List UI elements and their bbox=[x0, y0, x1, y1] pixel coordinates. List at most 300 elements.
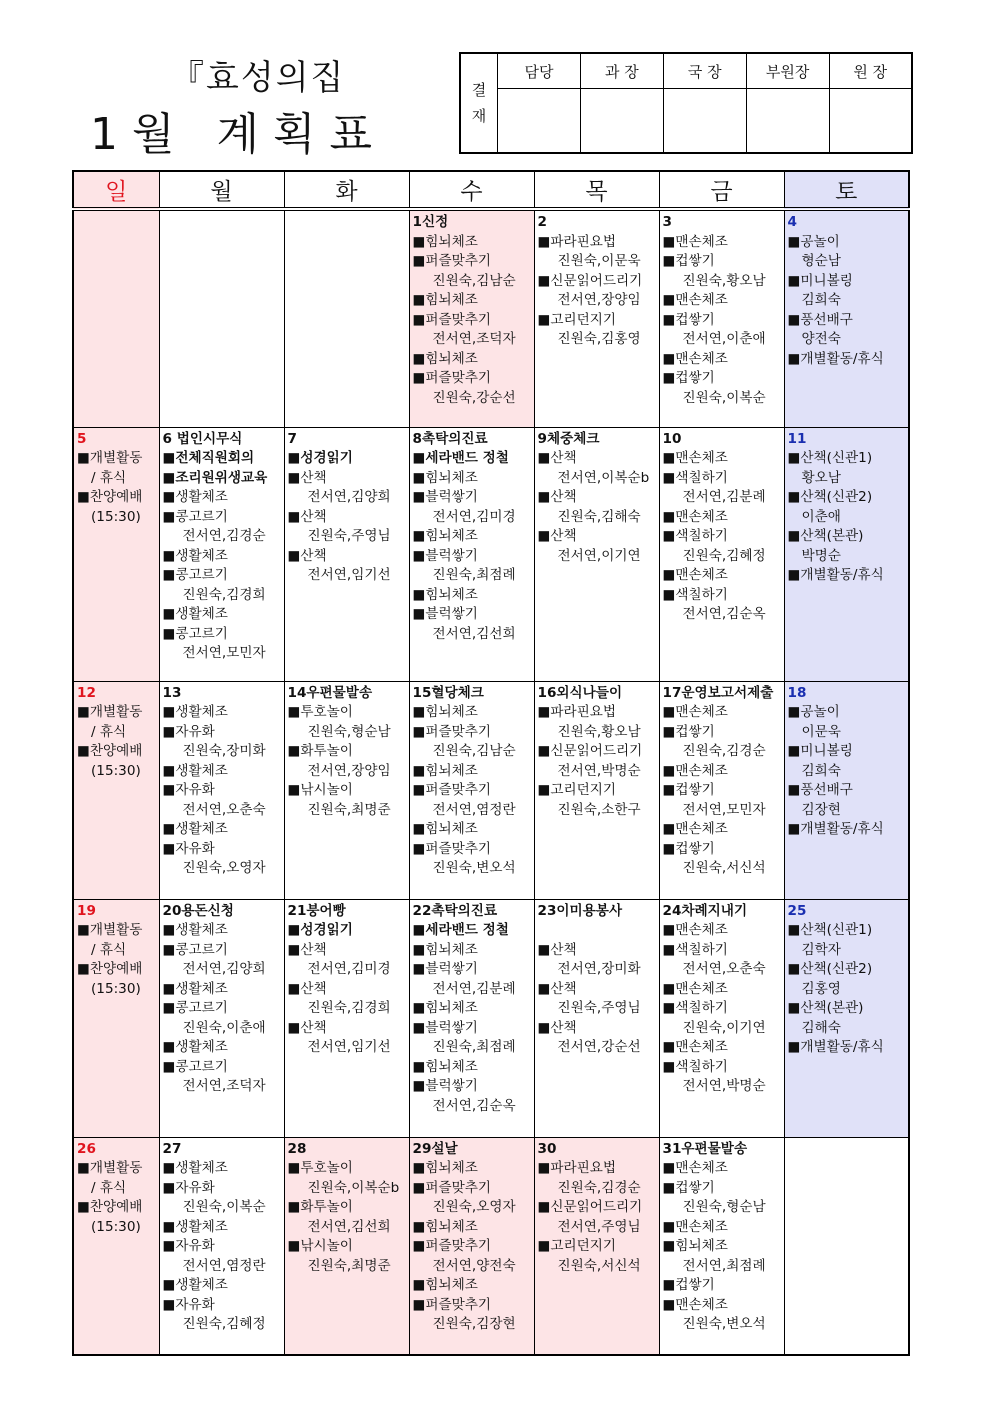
day-cell[interactable] bbox=[159, 1137, 284, 1355]
activity-line: ■산책(신관2) bbox=[787, 489, 873, 505]
activity-line: ■맨손체조 bbox=[662, 821, 728, 837]
activity-line: ■생활체조 bbox=[162, 606, 228, 622]
activity-line: 전서연,김미경 bbox=[432, 508, 516, 525]
day-number: 15혈당체크 bbox=[412, 684, 484, 701]
day-cell[interactable] bbox=[73, 427, 159, 681]
approval-col-3: 국 장 bbox=[663, 53, 746, 89]
day-number: 10 bbox=[662, 430, 682, 447]
activity-line: 전서연,김양희 bbox=[307, 489, 391, 505]
activity-line: ■힘뇌체조 bbox=[412, 586, 478, 603]
activity-line: 진원숙,이복순 bbox=[182, 1199, 266, 1215]
title-line-2: 1월 계획표 bbox=[90, 109, 386, 160]
activity-line: ■컵쌓기 bbox=[662, 370, 715, 386]
activity-line: 전서연,김선희 bbox=[307, 1218, 391, 1235]
activity-line: 전서연,김선희 bbox=[432, 625, 516, 642]
activity-line: 전서연,오춘숙 bbox=[182, 801, 266, 818]
day-cell[interactable] bbox=[284, 899, 409, 1137]
activity-line: ■퍼즐맞추기 bbox=[412, 253, 492, 269]
approval-label-top: 결 bbox=[471, 81, 487, 99]
activity-line: ■자유화 bbox=[162, 840, 215, 857]
day-cell[interactable] bbox=[784, 209, 909, 427]
day-number: 17운영보고서제출 bbox=[662, 684, 774, 701]
activity-line: 진원숙,최점례 bbox=[432, 567, 516, 583]
activity-line: ■블럭쌓기 bbox=[412, 1019, 478, 1036]
activity-line: 양전숙 bbox=[801, 331, 841, 347]
activity-line: ■산책 bbox=[537, 1019, 577, 1036]
activity-line: ■힘뇌체조 bbox=[412, 1218, 478, 1235]
activity-line: ■컵쌓기 bbox=[662, 253, 715, 269]
day-number bbox=[77, 213, 156, 233]
activity-line: ■파라핀요법 bbox=[537, 704, 617, 720]
activity-line: ■색칠하기 bbox=[662, 941, 728, 958]
day-number: 7 bbox=[287, 430, 297, 447]
activity-line: 진원숙,김장현 bbox=[432, 1316, 516, 1332]
activity-line: 전서연,주영님 bbox=[557, 1218, 641, 1235]
activity-line: ■낚시놀이 bbox=[287, 1238, 353, 1254]
activity-line: ■투호놀이 bbox=[287, 1160, 353, 1176]
activity-line: 진원숙,김경순 bbox=[682, 743, 766, 759]
activity-line: ■산책 bbox=[537, 528, 577, 544]
activity-line: ■낚시놀이 bbox=[287, 782, 353, 798]
activity-line: ■공놀이 bbox=[787, 704, 840, 720]
day-cell[interactable] bbox=[534, 209, 659, 427]
activity-line: 진원숙,주영님 bbox=[307, 528, 391, 544]
activity-line: 전서연,장양임 bbox=[307, 762, 391, 779]
activity-line: / 휴식 bbox=[91, 941, 127, 958]
activity-line: 전서연,장양임 bbox=[557, 292, 641, 308]
approval-col-5: 원 장 bbox=[829, 53, 912, 89]
day-cell[interactable] bbox=[73, 209, 159, 427]
weekday-mon: 월 bbox=[159, 171, 284, 209]
activity-line: ■생활체조 bbox=[162, 821, 228, 837]
activity-line: 진원숙,김혜정 bbox=[182, 1316, 266, 1332]
day-cell[interactable] bbox=[409, 427, 534, 681]
activity-line: 진원숙,이기연 bbox=[682, 1019, 766, 1036]
activity-line: 진원숙,김홍영 bbox=[557, 331, 641, 347]
approval-col-4: 부원장 bbox=[746, 53, 829, 89]
activity-line: 전서연,이복순b bbox=[557, 469, 650, 486]
day-number: 26 bbox=[77, 1140, 96, 1157]
day-number: 23이미용봉사 bbox=[537, 902, 623, 919]
activity-line: 전서연,김순옥 bbox=[432, 1097, 516, 1114]
activity-line: 이문욱 bbox=[801, 723, 841, 740]
day-number: 21붕어빵 bbox=[287, 902, 346, 919]
activity-line: ■개별활동 bbox=[77, 704, 143, 720]
day-cell[interactable] bbox=[659, 681, 784, 899]
activity-line: ■산책 bbox=[287, 547, 327, 564]
weekday-fri: 금 bbox=[659, 171, 784, 209]
activity-line: 진원숙,김남순 bbox=[432, 743, 516, 759]
week-row bbox=[73, 209, 909, 427]
approval-col-1: 담당 bbox=[498, 53, 581, 89]
weekday-thu: 목 bbox=[534, 171, 659, 209]
activity-line: ■힘뇌체조 bbox=[412, 350, 478, 367]
activity-line: 진원숙,형순남 bbox=[307, 723, 391, 740]
activity-line: ■세라밴드 정철 bbox=[412, 450, 509, 466]
activity-line: ■산책 bbox=[287, 980, 327, 997]
activity-line: ■맨손체조 bbox=[662, 508, 728, 525]
activity-line: ■힘뇌체조 bbox=[412, 233, 478, 250]
day-cell[interactable] bbox=[659, 209, 784, 427]
activity-line: ■고리던지기 bbox=[537, 782, 617, 798]
day-number: 19 bbox=[77, 902, 96, 919]
approval-sign-1[interactable] bbox=[498, 89, 581, 154]
activity-line: ■컵쌓기 bbox=[662, 311, 715, 328]
day-cell[interactable] bbox=[284, 209, 409, 427]
activity-line: ■콩고르기 bbox=[162, 1000, 228, 1016]
day-number: 8촉탁의진료 bbox=[412, 430, 488, 447]
activity-line: ■블럭쌓기 bbox=[412, 961, 478, 977]
day-cell[interactable] bbox=[784, 899, 909, 1137]
day-cell[interactable] bbox=[73, 899, 159, 1137]
activity-line: ■파라핀요법 bbox=[537, 1160, 617, 1176]
activity-line: ■개별활동 bbox=[77, 1160, 143, 1176]
activity-line: ■찬양예배 bbox=[77, 1199, 143, 1215]
activity-line: ■산책 bbox=[537, 450, 577, 466]
day-cell[interactable] bbox=[784, 427, 909, 681]
activity-line: (15:30) bbox=[91, 980, 141, 997]
activity-line: 김학자 bbox=[801, 941, 841, 958]
activity-line: 황오남 bbox=[801, 469, 841, 486]
activity-line: ■힘뇌체조 bbox=[412, 292, 478, 308]
activity-line: 김장현 bbox=[801, 801, 841, 818]
activity-line: 진원숙,서신석 bbox=[557, 1257, 641, 1274]
activity-line: ■맨손체조 bbox=[662, 450, 728, 466]
week-row bbox=[73, 1137, 909, 1355]
day-number: 30 bbox=[537, 1140, 557, 1157]
activity-line: 전서연,이춘애 bbox=[682, 331, 766, 347]
day-number: 3 bbox=[662, 214, 672, 230]
activity-line: ■산책 bbox=[287, 941, 327, 958]
day-cell[interactable] bbox=[73, 681, 159, 899]
activity-line: 진원숙,황오남 bbox=[682, 272, 766, 289]
day-cell[interactable] bbox=[284, 681, 409, 899]
calendar-table bbox=[72, 170, 910, 1356]
activity-line: 전서연,염정란 bbox=[432, 801, 516, 818]
calendar-body bbox=[73, 209, 909, 1355]
activity-line: ■퍼즐맞추기 bbox=[412, 723, 492, 740]
activity-line: ■컵쌓기 bbox=[662, 723, 715, 740]
day-number: 1신정 bbox=[412, 214, 449, 230]
activity-line: 전서연,양전숙 bbox=[432, 1257, 516, 1274]
activity-line: ■공놀이 bbox=[787, 233, 840, 250]
day-cell[interactable] bbox=[284, 427, 409, 681]
day-number: 13 bbox=[162, 684, 182, 701]
activity-line: 진원숙,오영자 bbox=[182, 860, 266, 876]
activity-line: 진원숙,김남순 bbox=[432, 272, 516, 289]
activity-line: ■힘뇌체조 bbox=[412, 1000, 478, 1016]
activity-line: 진원숙,변오석 bbox=[432, 860, 516, 876]
day-number bbox=[288, 213, 406, 233]
activity-line: ■산책(본관) bbox=[787, 1000, 864, 1016]
activity-line: ■힘뇌체조 bbox=[412, 941, 478, 958]
activity-line: ■신문읽어드리기 bbox=[537, 1199, 643, 1215]
day-number: 11 bbox=[787, 430, 807, 447]
activity-line: ■생활체조 bbox=[162, 1039, 228, 1055]
activity-line: ■힘뇌체조 bbox=[412, 1160, 478, 1176]
activity-line: ■개별활동/휴식 bbox=[787, 821, 884, 837]
activity-line: 진원숙,김해숙 bbox=[557, 508, 641, 525]
activity-line: ■블럭쌓기 bbox=[412, 547, 478, 564]
day-cell[interactable] bbox=[534, 1137, 659, 1355]
activity-line: 진원숙,이복순 bbox=[682, 389, 766, 406]
day-number: 29설날 bbox=[412, 1140, 458, 1157]
activity-line: 진원숙,서신석 bbox=[682, 860, 766, 876]
activity-line: ■산책(신관1) bbox=[787, 922, 873, 938]
activity-line: 전서연,모민자 bbox=[182, 645, 266, 661]
day-cell[interactable] bbox=[284, 1137, 409, 1355]
activity-line: 진원숙,최명준 bbox=[307, 1257, 391, 1274]
day-number bbox=[163, 213, 281, 233]
day-cell[interactable] bbox=[159, 209, 284, 427]
activity-line: ■찬양예배 bbox=[77, 489, 143, 505]
activity-line: / 휴식 bbox=[91, 723, 127, 740]
day-number: 24차례지내기 bbox=[662, 902, 748, 919]
activity-line: 진원숙,형순남 bbox=[682, 1199, 766, 1215]
activity-line: ■맨손체조 bbox=[662, 567, 728, 583]
weekday-sat: 토 bbox=[784, 171, 909, 209]
activity-line: 이춘애 bbox=[801, 508, 841, 525]
activity-line: (15:30) bbox=[91, 762, 141, 779]
day-cell[interactable] bbox=[659, 1137, 784, 1355]
activity-line: ■맨손체조 bbox=[662, 1160, 728, 1176]
activity-line: ■자유화 bbox=[162, 782, 215, 798]
activity-line: (15:30) bbox=[91, 508, 141, 525]
activity-line: ■고리던지기 bbox=[537, 311, 617, 328]
activity-line: ■조리원위생교육 bbox=[162, 469, 268, 486]
activity-line: ■힘뇌체조 bbox=[412, 1058, 478, 1075]
approval-sign-4[interactable] bbox=[746, 89, 829, 154]
activity-line: ■맨손체조 bbox=[662, 1218, 728, 1235]
activity-line: 전서연,김양희 bbox=[182, 961, 266, 977]
activity-line: 진원숙,김경순 bbox=[557, 1179, 641, 1196]
day-cell[interactable] bbox=[159, 681, 284, 899]
activity-line: 전서연,박명순 bbox=[557, 762, 641, 779]
activity-line: ■콩고르기 bbox=[162, 1058, 228, 1075]
activity-line: ■미니볼링 bbox=[787, 272, 853, 289]
day-cell[interactable] bbox=[409, 209, 534, 427]
activity-line: ■산책 bbox=[287, 508, 327, 525]
activity-line: ■퍼즐맞추기 bbox=[412, 782, 492, 798]
activity-line: ■컵쌓기 bbox=[662, 1179, 715, 1196]
activity-line: ■산책 bbox=[287, 1019, 327, 1036]
activity-line: ■풍선배구 bbox=[787, 311, 853, 328]
activity-line: (15:30) bbox=[91, 1218, 141, 1235]
activity-line: ■개별활동 bbox=[77, 450, 143, 466]
day-number: 31우편물발송 bbox=[662, 1140, 748, 1157]
activity-line: ■파라핀요법 bbox=[537, 233, 617, 250]
activity-line: ■생활체조 bbox=[162, 922, 228, 938]
activity-line: 전서연,염정란 bbox=[182, 1257, 266, 1274]
activity-line: 진원숙,이복순b bbox=[307, 1179, 400, 1196]
activity-line: 전서연,조덕자 bbox=[182, 1078, 266, 1094]
activity-line: ■개별활동/휴식 bbox=[787, 567, 884, 583]
approval-label-bottom: 재 bbox=[471, 107, 487, 125]
activity-line: ■맨손체조 bbox=[662, 762, 728, 779]
day-number: 6 법인시무식 bbox=[162, 430, 243, 447]
activity-line: ■풍선배구 bbox=[787, 782, 853, 798]
activity-line: 진원숙,김혜정 bbox=[682, 547, 766, 564]
weekday-wed: 수 bbox=[409, 171, 534, 209]
activity-line: 진원숙,소한구 bbox=[557, 801, 641, 818]
week-row bbox=[73, 681, 909, 899]
activity-line: 전서연,김미경 bbox=[307, 961, 391, 977]
activity-line: ■생활체조 bbox=[162, 980, 228, 997]
activity-line: / 휴식 bbox=[91, 469, 127, 486]
activity-line: 전서연,장미화 bbox=[557, 961, 641, 977]
day-cell[interactable] bbox=[409, 1137, 534, 1355]
activity-line: ■산책 bbox=[537, 980, 577, 997]
day-number: 28 bbox=[287, 1140, 307, 1157]
activity-line: ■생활체조 bbox=[162, 704, 228, 720]
activity-line: ■개별활동/휴식 bbox=[787, 350, 884, 367]
activity-line: ■콩고르기 bbox=[162, 508, 228, 525]
approval-box bbox=[459, 52, 913, 154]
activity-line: 전서연,이기연 bbox=[557, 547, 641, 564]
activity-line: 김해숙 bbox=[801, 1019, 841, 1036]
activity-line: 진원숙,이춘애 bbox=[182, 1019, 266, 1036]
activity-line: ■색칠하기 bbox=[662, 1058, 728, 1075]
activity-line: 진원숙,최명준 bbox=[307, 801, 391, 818]
activity-line: ■신문읽어드리기 bbox=[537, 743, 643, 759]
activity-line: 전서연,김분례 bbox=[432, 980, 516, 997]
activity-line: 박명순 bbox=[801, 547, 841, 564]
activity-line: ■색칠하기 bbox=[662, 528, 728, 544]
approval-sign-5[interactable] bbox=[829, 89, 912, 154]
activity-line: ■컵쌓기 bbox=[662, 1277, 715, 1293]
approval-sign-3[interactable] bbox=[663, 89, 746, 154]
activity-line: ■산책(본관) bbox=[787, 528, 864, 544]
activity-line: ■맨손체조 bbox=[662, 292, 728, 308]
activity-line: ■색칠하기 bbox=[662, 1000, 728, 1016]
activity-line: 전서연,조덕자 bbox=[432, 331, 516, 347]
activity-line: ■미니볼링 bbox=[787, 743, 853, 759]
approval-label bbox=[460, 53, 498, 153]
activity-line: ■컵쌓기 bbox=[662, 782, 715, 798]
activity-line: 전서연,모민자 bbox=[682, 801, 766, 818]
activity-line: 진원숙,김경희 bbox=[307, 1000, 391, 1016]
activity-line: ■퍼즐맞추기 bbox=[412, 1296, 492, 1313]
activity-line: ■컵쌓기 bbox=[662, 840, 715, 857]
day-number: 12 bbox=[77, 684, 96, 701]
activity-line: ■힘뇌체조 bbox=[412, 1277, 478, 1293]
activity-line: ■콩고르기 bbox=[162, 941, 228, 958]
activity-line: ■맨손체조 bbox=[662, 1039, 728, 1055]
day-number: 27 bbox=[162, 1140, 182, 1157]
activity-line: ■색칠하기 bbox=[662, 586, 728, 603]
activity-line: ■콩고르기 bbox=[162, 625, 228, 642]
day-cell[interactable] bbox=[159, 427, 284, 681]
day-number: 16외식나들이 bbox=[537, 684, 623, 701]
activity-line: ■생활체조 bbox=[162, 1160, 228, 1176]
activity-line: ■콩고르기 bbox=[162, 567, 228, 583]
activity-line: ■힘뇌체조 bbox=[412, 704, 478, 720]
activity-line: ■맨손체조 bbox=[662, 922, 728, 938]
activity-line: ■힘뇌체조 bbox=[412, 762, 478, 779]
activity-line: ■투호놀이 bbox=[287, 704, 353, 720]
day-number: 25 bbox=[787, 902, 807, 919]
day-cell[interactable] bbox=[409, 899, 534, 1137]
activity-line: 진원숙,황오남 bbox=[557, 723, 641, 740]
activity-line: ■개별활동 bbox=[77, 922, 143, 938]
activity-line: ■신문읽어드리기 bbox=[537, 272, 643, 289]
activity-line: ■맨손체조 bbox=[662, 1296, 728, 1313]
activity-line: ■산책 bbox=[537, 941, 577, 958]
week-row bbox=[73, 899, 909, 1137]
activity-line: 전서연,박명순 bbox=[682, 1078, 766, 1094]
activity-line: ■맨손체조 bbox=[662, 704, 728, 720]
day-cell[interactable] bbox=[534, 681, 659, 899]
activity-line: ■자유화 bbox=[162, 723, 215, 740]
day-number: 22촉탁의진료 bbox=[412, 902, 498, 919]
activity-line: ■블럭쌓기 bbox=[412, 1078, 478, 1094]
activity-line: / 휴식 bbox=[91, 1179, 127, 1196]
activity-line: ■성경읽기 bbox=[287, 450, 353, 466]
day-number: 4 bbox=[787, 214, 797, 230]
activity-line: 진원숙,최점례 bbox=[432, 1039, 516, 1055]
activity-line: ■생활체조 bbox=[162, 489, 228, 505]
day-cell[interactable] bbox=[73, 1137, 159, 1355]
activity-line: 진원숙,변오석 bbox=[682, 1316, 766, 1332]
day-cell[interactable] bbox=[784, 1137, 909, 1355]
activity-line: ■힘뇌체조 bbox=[662, 1238, 728, 1254]
activity-line: ■퍼즐맞추기 bbox=[412, 1179, 492, 1196]
activity-line: ■맨손체조 bbox=[662, 233, 728, 250]
activity-line: ■개별활동/휴식 bbox=[787, 1039, 884, 1055]
approval-sign-2[interactable] bbox=[580, 89, 663, 154]
activity-line: 전서연,김경순 bbox=[182, 528, 266, 544]
activity-line bbox=[538, 921, 656, 941]
activity-line: ■생활체조 bbox=[162, 762, 228, 779]
activity-line: 진원숙,김경희 bbox=[182, 586, 266, 603]
activity-line: 전서연,김순옥 bbox=[682, 606, 766, 622]
activity-line: ■화투놀이 bbox=[287, 1199, 353, 1215]
activity-line: 김홍영 bbox=[801, 980, 841, 997]
weekday-sun: 일 bbox=[73, 171, 159, 209]
day-number: 2 bbox=[537, 214, 547, 230]
activity-line: 전서연,강순선 bbox=[557, 1039, 641, 1055]
day-number: 14우편물발송 bbox=[287, 684, 373, 701]
day-cell[interactable] bbox=[659, 899, 784, 1137]
activity-line: ■생활체조 bbox=[162, 1218, 228, 1235]
activity-line: ■자유화 bbox=[162, 1238, 215, 1254]
activity-line: ■산책(신관2) bbox=[787, 961, 873, 977]
day-number: 20용돈신청 bbox=[162, 902, 234, 919]
weekday-header-row bbox=[73, 171, 909, 209]
approval-col-2: 과 장 bbox=[580, 53, 663, 89]
activity-line: ■힘뇌체조 bbox=[412, 469, 478, 486]
activity-line: 진원숙,이문욱 bbox=[557, 253, 641, 269]
activity-line: ■찬양예배 bbox=[77, 743, 143, 759]
day-cell[interactable] bbox=[534, 427, 659, 681]
activity-line: 전서연,최점례 bbox=[682, 1257, 766, 1274]
activity-line: ■맨손체조 bbox=[662, 350, 728, 367]
activity-line: ■산책(신관1) bbox=[787, 450, 873, 466]
weekday-tue: 화 bbox=[284, 171, 409, 209]
day-cell[interactable] bbox=[159, 899, 284, 1137]
day-cell[interactable] bbox=[534, 899, 659, 1137]
activity-line: ■퍼즐맞추기 bbox=[412, 840, 492, 857]
activity-line: ■퍼즐맞추기 bbox=[412, 1238, 492, 1254]
activity-line: 김희숙 bbox=[801, 762, 841, 779]
day-cell[interactable] bbox=[784, 681, 909, 899]
activity-line: ■세라밴드 정철 bbox=[412, 922, 509, 938]
day-cell[interactable] bbox=[659, 427, 784, 681]
day-number: 9체중체크 bbox=[537, 430, 600, 447]
activity-line: ■퍼즐맞추기 bbox=[412, 370, 492, 386]
activity-line: ■퍼즐맞추기 bbox=[412, 311, 492, 328]
day-cell[interactable] bbox=[409, 681, 534, 899]
